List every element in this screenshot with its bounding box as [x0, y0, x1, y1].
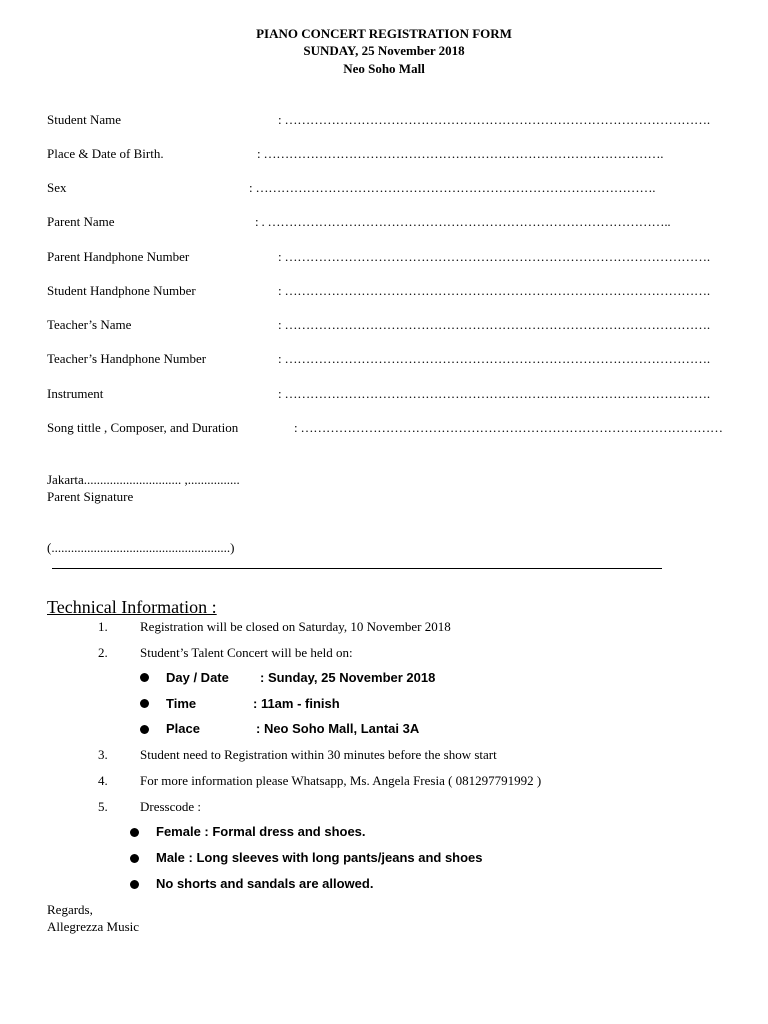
teacher-phone-label: Teacher’s Handphone Number	[47, 351, 207, 366]
song-details-label: Song tittle , Composer, and Duration	[47, 420, 239, 435]
parent-name-label: Parent Name	[47, 214, 115, 229]
event-venue: Neo Soho Mall	[343, 61, 425, 76]
birth-place-date-field[interactable]: : ………………………………………………………………………………….	[257, 146, 664, 161]
schedule-place-label: Place	[166, 721, 200, 736]
item-number-4: 4.	[98, 773, 108, 788]
bullet-icon	[130, 880, 139, 889]
item-text-4: For more information please Whatsapp, Ms. Angela Fresia ( 081297791992 )	[140, 773, 542, 788]
parent-phone-field[interactable]: : ……………………………………………………………………………………….	[278, 249, 710, 264]
parent-signature-label: Parent Signature	[47, 489, 134, 504]
parent-phone-label: Parent Handphone Number	[47, 249, 190, 264]
bullet-icon	[130, 828, 139, 837]
item-number-5: 5.	[98, 799, 108, 814]
signature-place-date-line[interactable]: Jakarta.............................. ,................	[47, 472, 240, 487]
teacher-name-label: Teacher’s Name	[47, 317, 132, 332]
item-text-5: Dresscode :	[140, 799, 202, 814]
schedule-time-label: Time	[166, 696, 197, 711]
dresscode-female: Female : Formal dress and shoes.	[156, 824, 366, 839]
schedule-day-label: Day / Date	[166, 670, 229, 685]
bullet-icon	[140, 725, 149, 734]
closing-organization: Allegrezza Music	[47, 919, 140, 934]
sex-field[interactable]: : ………………………………………………………………………………….	[249, 180, 656, 195]
student-name-label: Student Name	[47, 112, 122, 127]
sex-label: Sex	[47, 180, 67, 195]
student-name-field[interactable]: : ……………………………………………………………………………………….	[278, 112, 710, 127]
birth-place-date-label: Place & Date of Birth.	[47, 146, 164, 161]
dresscode-male: Male : Long sleeves with long pants/jeans and shoes	[156, 850, 483, 865]
bullet-icon	[140, 699, 149, 708]
item-number-1: 1.	[98, 619, 108, 634]
schedule-time-value: : 11am - finish	[253, 696, 340, 711]
item-text-2: Student’s Talent Concert will be held on:	[140, 645, 353, 660]
student-phone-field[interactable]: : ……………………………………………………………………………………….	[278, 283, 710, 298]
instrument-label: Instrument	[47, 386, 104, 401]
item-number-2: 2.	[98, 645, 108, 660]
teacher-phone-field[interactable]: : ……………………………………………………………………………………….	[278, 351, 710, 366]
item-text-1: Registration will be closed on Saturday, 10 November 2018	[140, 619, 451, 634]
event-date: SUNDAY, 25 November 2018	[303, 43, 465, 58]
bullet-icon	[140, 673, 149, 682]
instrument-field[interactable]: : ……………………………………………………………………………………….	[278, 386, 710, 401]
schedule-place-value: : Neo Soho Mall, Lantai 3A	[256, 721, 420, 736]
item-number-3: 3.	[98, 747, 108, 762]
student-phone-label: Student Handphone Number	[47, 283, 196, 298]
item-text-3: Student need to Registration within 30 minutes before the show start	[140, 747, 497, 762]
signature-name-line[interactable]: (.......................................................)	[47, 540, 235, 555]
dresscode-restriction: No shorts and sandals are allowed.	[156, 876, 374, 891]
bullet-icon	[130, 854, 139, 863]
technical-heading: Technical Information :	[47, 597, 217, 617]
closing-regards: Regards,	[47, 902, 93, 917]
form-title: PIANO CONCERT REGISTRATION FORM	[256, 26, 512, 41]
song-details-field[interactable]: : ………………………………………………………………………………………	[294, 420, 723, 435]
section-divider	[52, 568, 662, 569]
schedule-day-value: : Sunday, 25 November 2018	[260, 670, 436, 685]
teacher-name-field[interactable]: : ……………………………………………………………………………………….	[278, 317, 710, 332]
parent-name-field[interactable]: : . …………………………………………………………………………………..	[255, 214, 671, 229]
